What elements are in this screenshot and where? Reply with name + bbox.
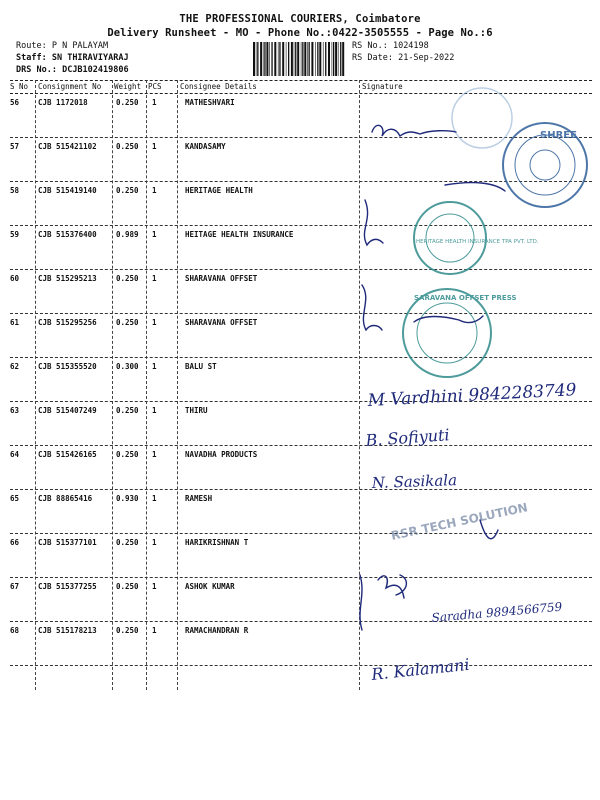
col-header-sno: S No xyxy=(10,82,29,91)
col-header-consignee: Consignee Details xyxy=(180,82,257,91)
sno-cell: 61 xyxy=(10,318,20,327)
consignment-cell: CJB 515355520 xyxy=(38,362,97,371)
barcode-bar xyxy=(325,42,326,76)
drs-value: DCJB102419806 xyxy=(62,65,129,75)
consignment-cell: CJB 515421102 xyxy=(38,142,97,151)
barcode-bar xyxy=(279,42,280,76)
consignee-cell: ASHOK KUMAR xyxy=(185,582,235,591)
consignee-cell: HARIKRISHNAN T xyxy=(185,538,249,547)
barcode-bar xyxy=(269,42,270,76)
pcs-cell: 1 xyxy=(152,626,157,635)
weight-cell: 0.250 xyxy=(116,142,139,151)
pcs-cell: 1 xyxy=(152,450,157,459)
sno-cell: 67 xyxy=(10,582,20,591)
pcs-cell: 1 xyxy=(152,186,157,195)
sno-cell: 62 xyxy=(10,362,20,371)
consignment-cell: CJB 515295213 xyxy=(38,274,97,283)
barcode-bar xyxy=(253,42,255,76)
consignment-cell: CJB 515419140 xyxy=(38,186,97,195)
sno-cell: 63 xyxy=(10,406,20,415)
barcode-bar xyxy=(257,42,258,76)
consignee-cell: RAMACHANDRAN R xyxy=(185,626,249,635)
barcode-bar xyxy=(342,42,344,76)
table-row xyxy=(0,226,600,270)
insurance-stamp-text: HERITAGE HEALTH INSURANCE TPA PVT. LTD. xyxy=(416,239,539,245)
pcs-cell: 1 xyxy=(152,406,157,415)
drs-line xyxy=(16,65,129,75)
barcode-bar xyxy=(260,42,262,76)
barcode-bar xyxy=(263,42,264,76)
table-row xyxy=(0,182,600,226)
runsheet-title: Delivery Runsheet - MO - Phone No.:0422-3505555 - Page No.:6 xyxy=(107,27,493,39)
barcode-bar xyxy=(340,42,341,76)
col-header-consignment: Consignment No xyxy=(38,82,102,91)
pcs-cell: 1 xyxy=(152,582,157,591)
row-divider xyxy=(10,665,592,666)
consignment-cell: CJB 515426165 xyxy=(38,450,97,459)
rs-no-value: 1024198 xyxy=(392,41,429,51)
signature-row-63: B. Sofiyuti xyxy=(364,425,451,450)
staff-value: SN THIRAVIYARAJ xyxy=(51,53,129,63)
table-row xyxy=(0,490,600,534)
consignment-cell: CJB 515407249 xyxy=(38,406,97,415)
consignee-cell: SHARAVANA OFFSET xyxy=(185,274,258,283)
consignment-cell: CJB 88865416 xyxy=(38,494,93,503)
barcode-bar xyxy=(288,42,289,76)
barcode-bar xyxy=(295,42,296,76)
consignment-cell: CJB 515178213 xyxy=(38,626,97,635)
table-row xyxy=(0,578,600,622)
sno-cell: 56 xyxy=(10,98,20,107)
signature-row-68: R. Kalamani xyxy=(370,654,471,684)
sno-cell: 57 xyxy=(10,142,20,151)
barcode-bar xyxy=(333,42,334,76)
staff-label: Staff: xyxy=(16,53,47,63)
consignee-cell: MATHESHVARI xyxy=(185,98,235,107)
pcs-cell: 1 xyxy=(152,274,157,283)
barcode-bar xyxy=(271,42,272,76)
signature-row-62: M Vardhini 9842283749 xyxy=(367,380,577,411)
sno-cell: 65 xyxy=(10,494,20,503)
barcode-bar xyxy=(294,42,295,76)
barcode-bar xyxy=(291,42,293,76)
consignment-cell: CJB 515377101 xyxy=(38,538,97,547)
barcode-bar xyxy=(307,42,308,76)
sno-cell: 64 xyxy=(10,450,20,459)
drs-label: DRS No.: xyxy=(16,65,57,75)
barcode-bar xyxy=(301,42,302,76)
weight-cell: 0.989 xyxy=(116,230,139,239)
table-row xyxy=(0,358,600,402)
table-row xyxy=(0,402,600,446)
weight-cell: 0.250 xyxy=(116,274,139,283)
pcs-cell: 1 xyxy=(152,494,157,503)
barcode-bar xyxy=(282,42,284,76)
barcode-bar xyxy=(302,42,303,76)
staff-line xyxy=(16,53,129,63)
pcs-cell: 1 xyxy=(152,98,157,107)
weight-cell: 0.930 xyxy=(116,494,139,503)
rsr-stamp-text: RSR TECH SOLUTION xyxy=(389,500,529,543)
table-row xyxy=(0,446,600,490)
weight-cell: 0.250 xyxy=(116,318,139,327)
route-line xyxy=(16,41,108,51)
pcs-cell: 1 xyxy=(152,142,157,151)
pcs-cell: 1 xyxy=(152,230,157,239)
offset-stamp-text: SARAVANA OFFSET PRESS xyxy=(414,294,517,302)
table-row xyxy=(0,270,600,314)
barcode-bar xyxy=(328,42,330,76)
sno-cell: 59 xyxy=(10,230,20,239)
consignee-cell: NAVADHA PRODUCTS xyxy=(185,450,258,459)
barcode-bar xyxy=(335,42,337,76)
sno-cell: 68 xyxy=(10,626,20,635)
weight-cell: 0.250 xyxy=(116,582,139,591)
route-value: P N PALAYAM xyxy=(51,41,109,51)
signature-row-67: Saradha 9894566759 xyxy=(431,599,563,625)
barcode-bar xyxy=(319,42,321,76)
table-row xyxy=(0,138,600,182)
barcode-image xyxy=(253,42,345,76)
rs-date-value: 21-Sep-2022 xyxy=(398,53,455,63)
shree-stamp-text: SHREE xyxy=(540,130,577,141)
col-header-signature: Signature xyxy=(362,82,403,91)
sno-cell: 58 xyxy=(10,186,20,195)
table-row xyxy=(0,622,600,666)
pcs-cell: 1 xyxy=(152,318,157,327)
consignee-cell: SHARAVANA OFFSET xyxy=(185,318,258,327)
rs-no-line xyxy=(352,41,429,51)
weight-cell: 0.300 xyxy=(116,362,139,371)
barcode-bar xyxy=(278,42,279,76)
header-top-rule xyxy=(10,80,592,81)
barcode-bar xyxy=(264,42,265,76)
rs-no-label: RS No.: xyxy=(352,41,388,51)
col-header-pcs: PCS xyxy=(148,82,162,91)
pcs-cell: 1 xyxy=(152,538,157,547)
consignee-cell: HEITAGE HEALTH INSURANCE xyxy=(185,230,294,239)
barcode-bar xyxy=(286,42,287,76)
consignee-cell: THIRU xyxy=(185,406,208,415)
consignee-cell: BALU ST xyxy=(185,362,217,371)
consignee-cell: HERITAGE HEALTH xyxy=(185,186,253,195)
consignment-cell: CJB 515376400 xyxy=(38,230,97,239)
sno-cell: 66 xyxy=(10,538,20,547)
barcode-bar xyxy=(315,42,316,76)
signature-row-64: N. Sasikala xyxy=(371,471,458,492)
weight-cell: 0.250 xyxy=(116,98,139,107)
barcode-bar xyxy=(323,42,324,76)
consignee-cell: KANDASAMY xyxy=(185,142,226,151)
consignment-cell: CJB 1172018 xyxy=(38,98,88,107)
col-header-weight: Weight xyxy=(114,82,142,91)
table-row xyxy=(0,314,600,358)
table-row xyxy=(0,94,600,138)
barcode-bar xyxy=(297,42,299,76)
barcode-bar xyxy=(311,42,313,76)
sno-cell: 60 xyxy=(10,274,20,283)
barcode-bar xyxy=(338,42,339,76)
weight-cell: 0.250 xyxy=(116,406,139,415)
table-row xyxy=(0,534,600,578)
barcode-bar xyxy=(256,42,257,76)
weight-cell: 0.250 xyxy=(116,450,139,459)
barcode-bar xyxy=(304,42,306,76)
rs-date-line xyxy=(352,53,454,63)
company-title: THE PROFESSIONAL COURIERS, Coimbatore xyxy=(179,13,421,25)
barcode-bar xyxy=(332,42,333,76)
barcode-bar xyxy=(309,42,310,76)
rs-date-label: RS Date: xyxy=(352,53,393,63)
consignment-cell: CJB 515295256 xyxy=(38,318,97,327)
pcs-cell: 1 xyxy=(152,362,157,371)
weight-cell: 0.250 xyxy=(116,538,139,547)
weight-cell: 0.250 xyxy=(116,186,139,195)
barcode-bar xyxy=(274,42,276,76)
consignment-cell: CJB 515377255 xyxy=(38,582,97,591)
route-label: Route: xyxy=(16,41,47,51)
consignee-cell: RAMESH xyxy=(185,494,213,503)
barcode-bar xyxy=(317,42,318,76)
weight-cell: 0.250 xyxy=(116,626,139,635)
barcode-bar xyxy=(266,42,268,76)
